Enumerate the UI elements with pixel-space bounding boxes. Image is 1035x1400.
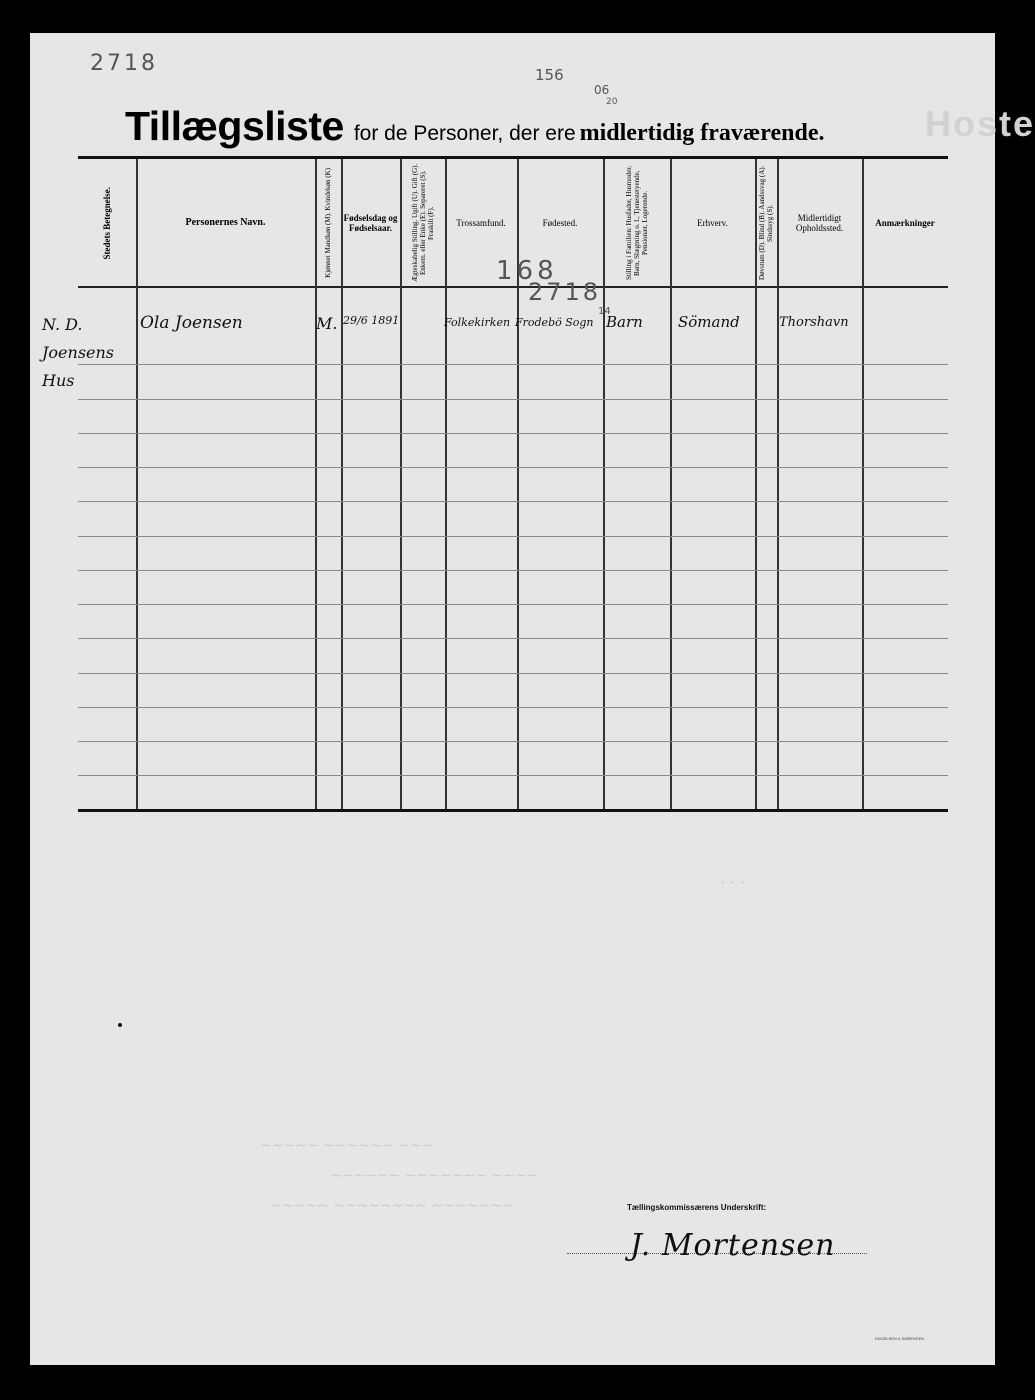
table-header-rule: [78, 286, 948, 288]
row-rule: [78, 467, 948, 468]
cell-ophold: Thorshavn: [779, 315, 849, 330]
row-rule: [78, 604, 948, 605]
header-fodested: Fødested.: [542, 218, 578, 228]
row-rule: [78, 433, 948, 434]
row-rule: [78, 399, 948, 400]
header-stilling: Stilling i Familien: Husfader, Husmoder, Barn, Slægtning o. l., Tjenestetyende, Pensionær, Logerende.: [624, 165, 649, 281]
page-title: [125, 103, 824, 150]
row-rule: [78, 501, 948, 502]
cell-sted: N. D. Joensens Hus: [42, 315, 115, 390]
header-navn: Personernes Navn.: [185, 217, 266, 228]
row-rule: [78, 741, 948, 742]
census-table: [42, 156, 948, 812]
bleed-through-line-1: ~~~~~ ~~~~~~ ~~~: [260, 1138, 434, 1154]
bleed-through-scribble: · · ·: [720, 873, 746, 892]
header-sted: Stedets Betegnelse.: [102, 186, 112, 260]
header-aegteskab: Ægteskabelig Stilling. Ugift (U). Gift (G). Enkem. eller Enke (E). Separeret (S). Fraskilt (F).: [410, 163, 435, 283]
printer-mark: ENGELSEN & SØRENSEN: [875, 1336, 925, 1341]
title-main: Tillægsliste: [125, 103, 344, 149]
archive-number: 2718: [90, 51, 158, 76]
header-anm: Anmærkninger: [875, 218, 935, 228]
pencil-overwrite-bottom: 2718: [528, 278, 602, 306]
row-rule: [78, 775, 948, 776]
cell-fodselsdag: 29/6 1891: [343, 314, 400, 327]
bleed-through-line-3: ~~~~~ ~~~~~~~~ ~~~~~~~: [270, 1198, 514, 1214]
bleed-through-text: Hoste: [925, 103, 1035, 144]
title-bold: midlertidig fraværende.: [579, 120, 825, 146]
header-erhverv: Erhverv.: [697, 218, 728, 228]
row-rule: [78, 536, 948, 537]
census-sheet: [30, 33, 1035, 1365]
cell-stilling: Barn: [606, 313, 643, 331]
sheet-number: 156: [535, 66, 564, 84]
table-top-rule: [78, 156, 948, 159]
row-rule: [78, 673, 948, 674]
pencil-overwrite-small: 14: [598, 306, 611, 317]
header-ophold: Midlertidigt Opholdssted.: [795, 213, 844, 233]
row-rule: [78, 570, 948, 571]
row-rule: [78, 707, 948, 708]
row-rule: [78, 638, 948, 639]
header-sans: Døvstum (D). Blind (B). Aandssvag (A). Sindssyg (S).: [758, 165, 774, 281]
cell-erhverv: Sömand: [678, 313, 740, 331]
cell-navn: Ola Joensen: [140, 313, 243, 333]
bleed-through-line-2: ~~~~~~ ~~~~~~~ ~~~~: [330, 1168, 539, 1184]
header-tros: Trossamfund.: [456, 218, 506, 228]
ink-dot: [118, 1023, 122, 1027]
sheet-sub-top: 06: [594, 83, 610, 97]
title-rest: for de Personer, der ere: [353, 122, 576, 145]
cell-tros: Folkekirken: [444, 316, 511, 329]
header-fodselsdag: Fødselsdag og Fødselsaar.: [343, 213, 398, 233]
signature: J. Mortensen: [630, 1228, 836, 1263]
signature-label: Tællingskommissærens Underskrift:: [627, 1203, 767, 1212]
cell-kjon: M.: [316, 314, 338, 333]
sheet-sub-bottom: 20: [606, 97, 618, 107]
cell-fodested: Frodebö Sogn: [515, 316, 594, 329]
pencil-overwrite-top: 168: [496, 256, 558, 286]
table-bottom-rule: [78, 809, 948, 812]
header-kjon: Kjønnet Mandkøn (M). Kvindekøn (K): [324, 168, 332, 278]
row-rule: [78, 364, 948, 365]
